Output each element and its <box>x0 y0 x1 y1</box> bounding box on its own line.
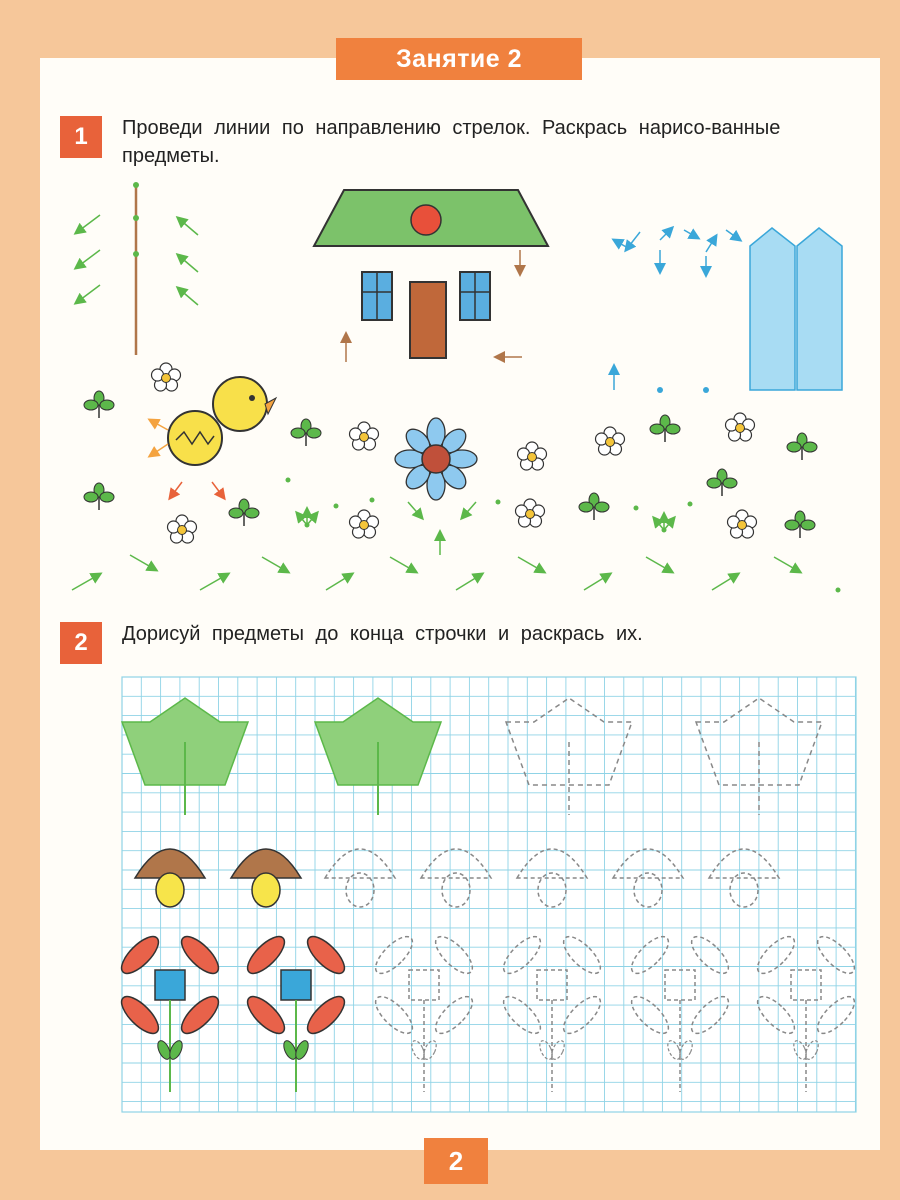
tree-trace-figure <box>76 182 198 355</box>
lesson-title: Занятие 2 <box>336 38 582 80</box>
task-2-number: 2 <box>60 622 102 664</box>
page-number: 2 <box>424 1138 488 1184</box>
fence-figure <box>614 228 842 393</box>
task-1-number: 1 <box>60 116 102 158</box>
task-2-instruction: Дорисуй предметы до конца строчки и раскрась их. <box>122 623 643 645</box>
blue-flower-figure <box>395 418 477 500</box>
chick-figure <box>150 377 276 498</box>
task-1-instruction: Проведи линии по направлению стрелок. Раскрась нарисо-ванные предметы. <box>122 117 781 167</box>
house-figure <box>314 190 548 362</box>
